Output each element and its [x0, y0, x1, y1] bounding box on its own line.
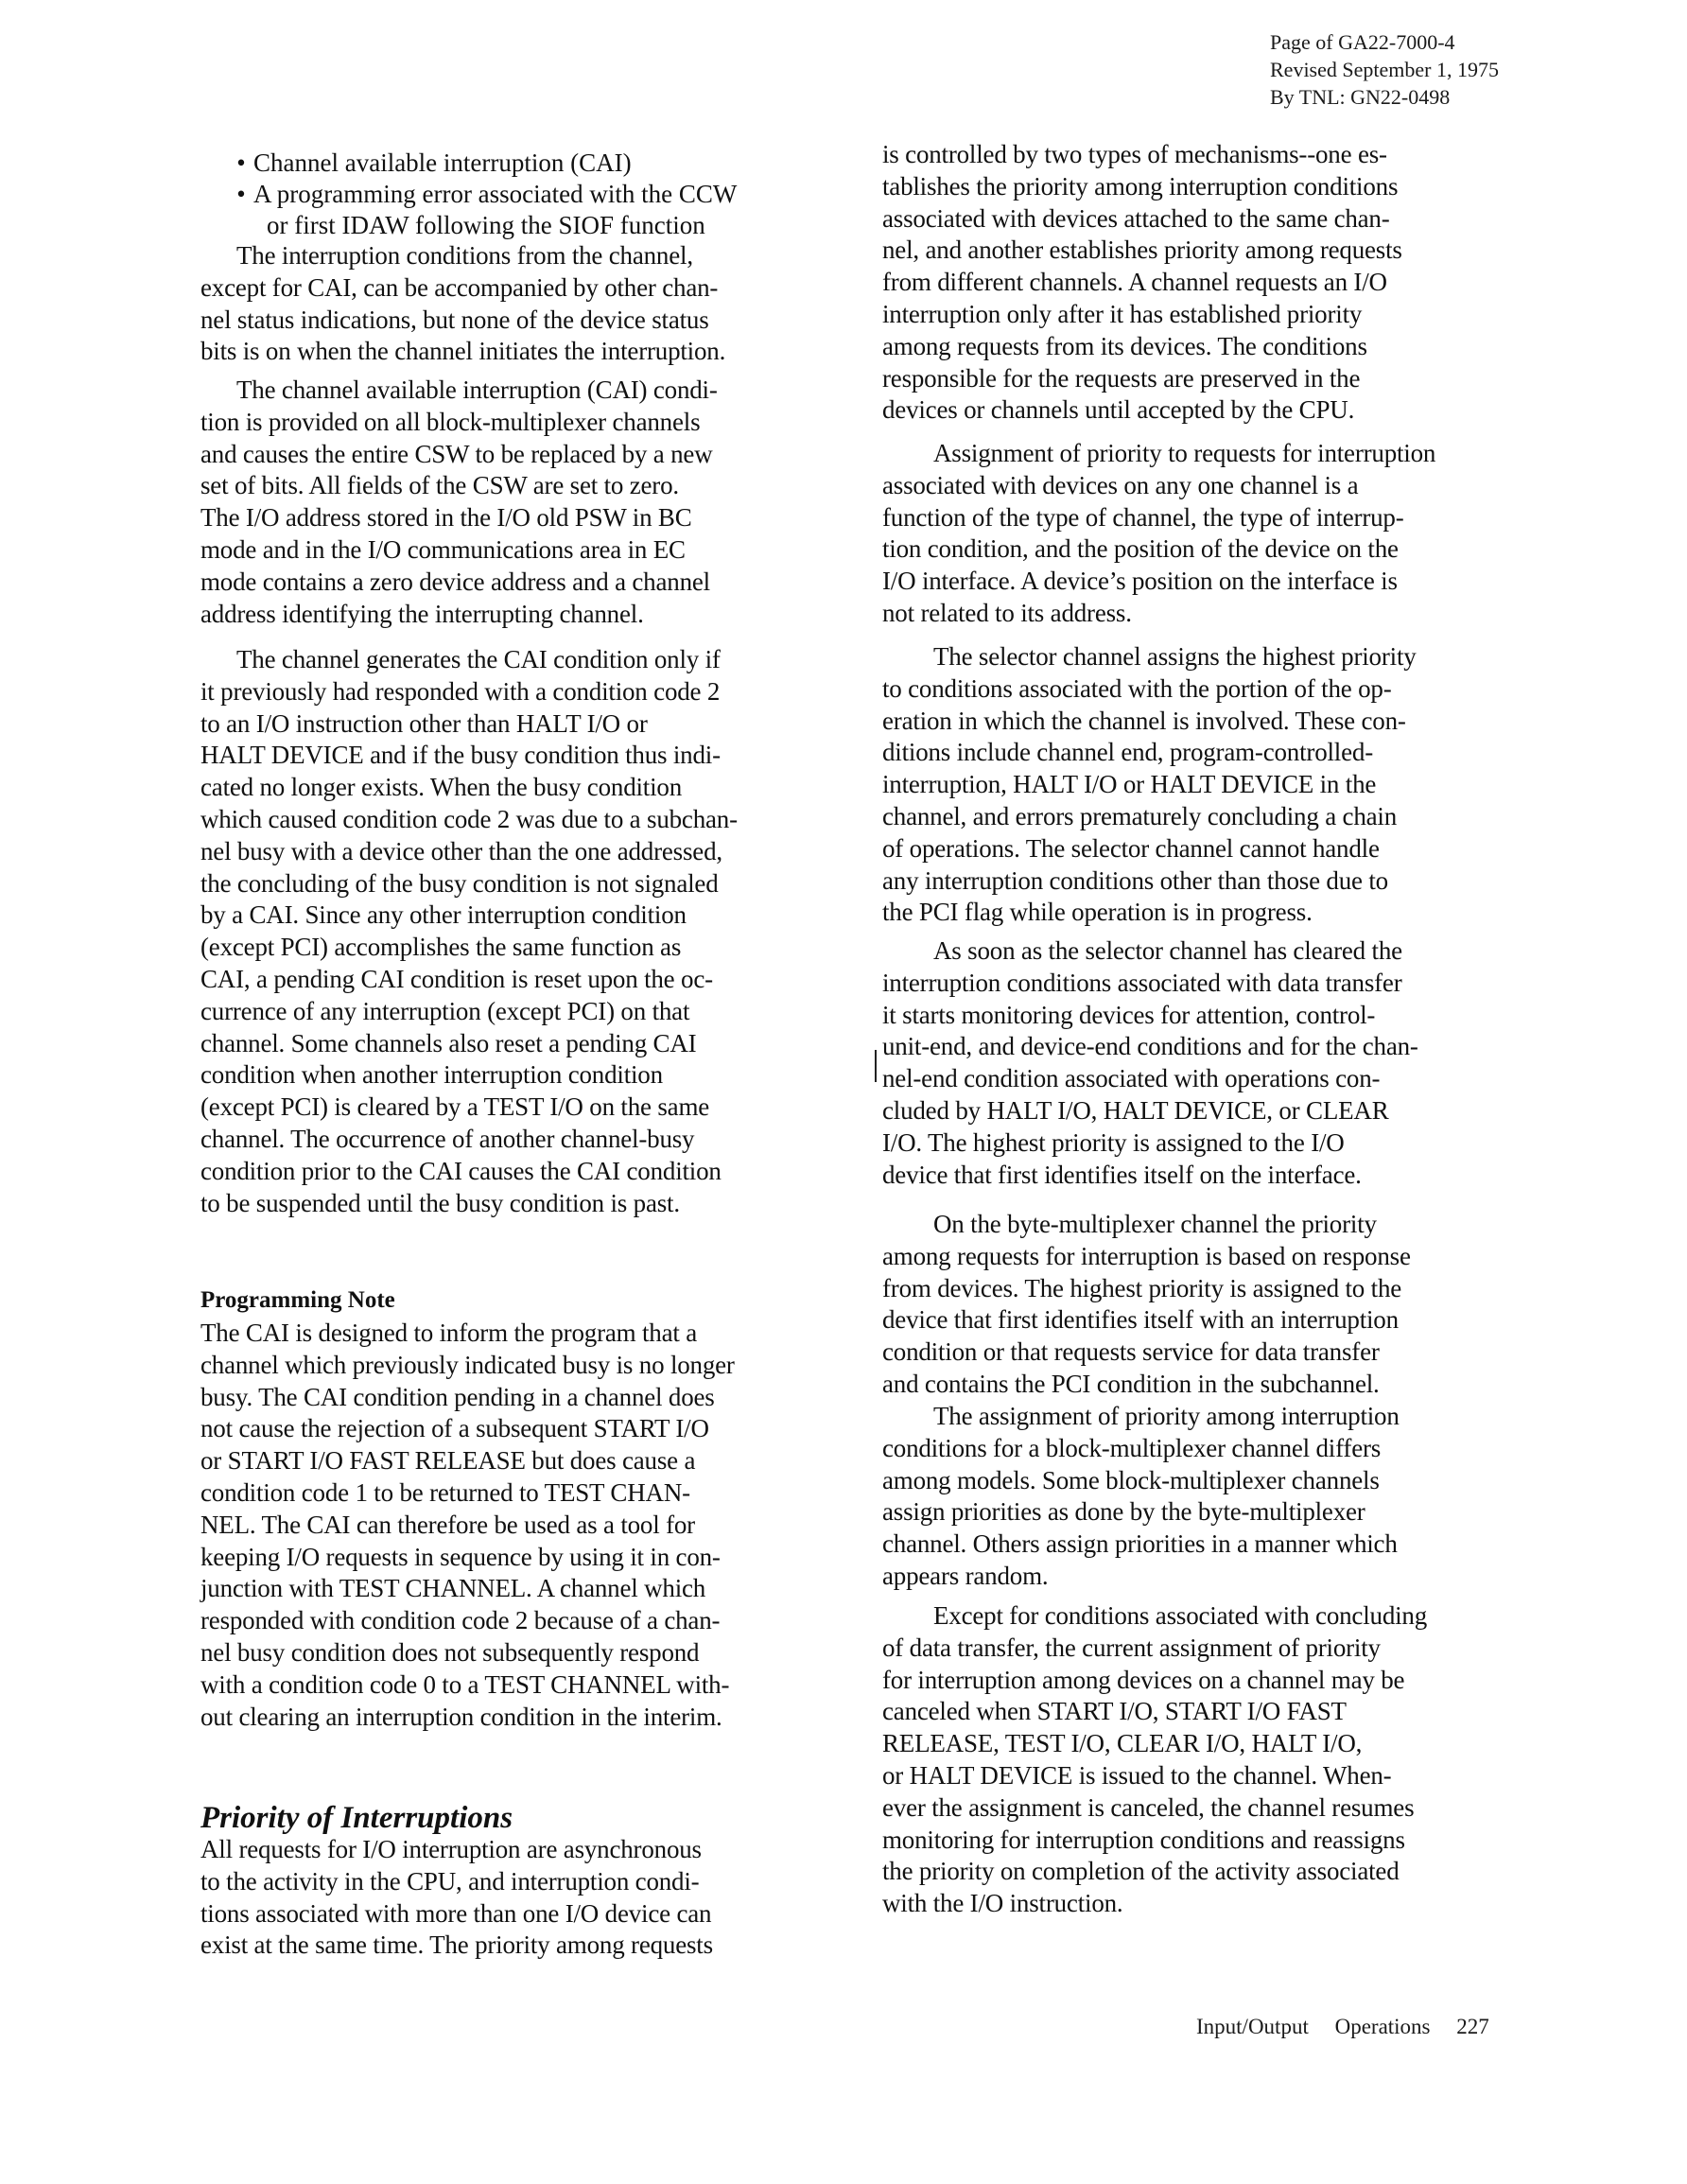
paragraph-line: bits is on when the channel initiates the interruption. — [200, 337, 726, 366]
paragraph-line: channel. The occurrence of another channel-busy — [200, 1125, 695, 1153]
paragraph-line: with the I/O instruction. — [882, 1889, 1123, 1918]
paragraph-line: device that first identifies itself with an interruption — [882, 1305, 1399, 1335]
footer-section-title-2: Operations — [1334, 2015, 1431, 2038]
paragraph-line: CAI, a pending CAI condition is reset upon the oc- — [200, 965, 713, 993]
paragraph-line: Except for conditions associated with concluding — [933, 1601, 1428, 1630]
paragraph-line: which caused condition code 2 was due to a subchan- — [200, 805, 738, 833]
paragraph-line: The I/O address stored in the I/O old PSW in BC — [200, 503, 692, 533]
paragraph-line: from devices. The highest priority is assigned to the — [882, 1273, 1402, 1302]
header-line-tnl: By TNL: GN22-0498 — [1270, 85, 1451, 109]
bullet-icon: • — [236, 179, 246, 208]
section-body-line: tions associated with more than one I/O device can — [200, 1898, 712, 1928]
paragraph-line: associated with devices attached to the same chan- — [882, 203, 1390, 233]
paragraph-line: canceled when START I/O, START I/O FAST — [882, 1697, 1347, 1726]
paragraph-line: or HALT DEVICE is issued to the channel. When- — [882, 1761, 1392, 1790]
bullet-text: Channel available interruption (CAI) — [253, 149, 632, 177]
programming-note-line: condition code 1 to be returned to TEST CHAN- — [200, 1478, 690, 1507]
paragraph-line: the priority on completion of the activity associated — [882, 1857, 1400, 1886]
paragraph-line: except for CAI, can be accompanied by other chan- — [200, 272, 719, 302]
page-footer — [1196, 2013, 1489, 2041]
header-line-revision-date: Revised September 1, 1975 — [1270, 58, 1499, 81]
paragraph-line: nel status indications, but none of the device status — [200, 305, 709, 334]
paragraph-line: appears random. — [882, 1562, 1049, 1590]
section-body-line: All requests for I/O interruption are asynchronous — [200, 1835, 702, 1863]
paragraph-line: eration in which the channel is involved. These con- — [882, 706, 1406, 735]
paragraph-line: among requests for interruption is based on response — [882, 1241, 1411, 1270]
paragraph-line: (except PCI) is cleared by a TEST I/O on the same — [200, 1092, 710, 1122]
paragraph-line: HALT DEVICE and if the busy condition thus indi- — [200, 741, 721, 770]
paragraph-line: among requests from its devices. The conditions — [882, 331, 1367, 360]
programming-note-line: The CAI is designed to inform the program that a — [200, 1319, 698, 1347]
paragraph-line: conditions for a block-multiplexer channel differs — [882, 1433, 1382, 1462]
paragraph-line: from different channels. A channel requests an I/O — [882, 268, 1387, 297]
paragraph-line: it starts monitoring devices for attention, control- — [882, 1000, 1376, 1029]
paragraph-line: device that first identifies itself on the interface. — [882, 1160, 1362, 1189]
section-body-line: to the activity in the CPU, and interruption condi- — [200, 1866, 700, 1896]
paragraph-line: set of bits. All fields of the CSW are set to zero. — [200, 471, 679, 500]
paragraph-line: (except PCI) accomplishes the same function as — [200, 933, 682, 962]
paragraph-line: assign priorities as done by the byte-multiplexer — [882, 1497, 1365, 1527]
paragraph-line: cated no longer exists. When the busy condition — [200, 773, 682, 802]
paragraph-line: it previously had responded with a condition code 2 — [200, 676, 721, 706]
bullet-text: or first IDAW following the SIOF function — [267, 210, 705, 239]
page-number: 227 — [1456, 2015, 1489, 2038]
programming-note-heading: Programming Note — [200, 1287, 395, 1313]
programming-note-line: or START I/O FAST RELEASE but does cause a — [200, 1446, 696, 1476]
programming-note-line: responded with condition code 2 because of a chan- — [200, 1606, 721, 1635]
programming-note-line: junction with TEST CHANNEL. A channel which — [200, 1574, 706, 1603]
section-body-line: exist at the same time. The priority among requests — [200, 1931, 713, 1960]
programming-note-line: channel which previously indicated busy is no longer — [200, 1350, 735, 1379]
footer-section-title-1: Input/Output — [1196, 2015, 1309, 2038]
paragraph-line: ever the assignment is canceled, the channel resumes — [882, 1792, 1415, 1822]
paragraph-line: The channel generates the CAI condition only if — [236, 645, 721, 673]
paragraph-line: I/O interface. A device’s position on the interface is — [882, 567, 1398, 596]
paragraph-line: cluded by HALT I/O, HALT DEVICE, or CLEAR — [882, 1096, 1389, 1125]
paragraph-line: The interruption conditions from the channel, — [236, 241, 693, 270]
paragraph-line: channel, and errors prematurely concluding a chain — [882, 802, 1398, 830]
section-heading-priority-of-interruptions: Priority of Interruptions — [200, 1801, 513, 1835]
paragraph-line: devices or channels until accepted by the CPU. — [882, 395, 1355, 425]
paragraph-line: nel, and another establishes priority among requests — [882, 236, 1402, 265]
paragraph-line: and causes the entire CSW to be replaced by a new — [200, 439, 713, 468]
paragraph-line: function of the type of channel, the type of interrup- — [882, 502, 1404, 532]
paragraph-line: to be suspended until the busy condition is past. — [200, 1188, 680, 1217]
programming-note-line: not cause the rejection of a subsequent START I/O — [200, 1414, 709, 1443]
paragraph-line: not related to its address. — [882, 599, 1132, 627]
paragraph-line: monitoring for interruption conditions and reassigns — [882, 1825, 1405, 1854]
paragraph-line: condition when another interruption condition — [200, 1060, 663, 1090]
bullet-text: A programming error associated with the CCW — [253, 179, 738, 208]
paragraph-line: As soon as the selector channel has cleared the — [933, 936, 1402, 965]
paragraph-line: mode and in the I/O communications area in EC — [200, 535, 686, 564]
paragraph-line: by a CAI. Since any other interruption condition — [200, 900, 687, 930]
programming-note-line: out clearing an interruption condition in the interim. — [200, 1702, 722, 1731]
paragraph-line: condition prior to the CAI causes the CAI condition — [200, 1156, 722, 1185]
programming-note-line: keeping I/O requests in sequence by using it in con- — [200, 1542, 721, 1571]
paragraph-line: tion is provided on all block-multiplexer channels — [200, 407, 701, 436]
paragraph-line: to an I/O instruction other than HALT I/O or — [200, 708, 648, 738]
paragraph-line: Assignment of priority to requests for interruption — [933, 439, 1436, 467]
paragraph-line: of data transfer, the current assignment of priority — [882, 1633, 1381, 1662]
paragraph-line: condition or that requests service for data transfer — [882, 1337, 1380, 1367]
paragraph-line: tablishes the priority among interruption conditions — [882, 171, 1399, 201]
paragraph-line: responsible for the requests are preserved in the — [882, 363, 1361, 393]
paragraph-line: mode contains a zero device address and a channel — [200, 567, 710, 596]
paragraph-line: the PCI flag while operation is in progress. — [882, 898, 1313, 927]
programming-note-line: with a condition code 0 to a TEST CHANNEL with- — [200, 1669, 730, 1699]
paragraph-line: On the byte-multiplexer channel the priority — [933, 1210, 1377, 1238]
paragraph-line: any interruption conditions other than those due to — [882, 865, 1388, 895]
paragraph-line: ditions include channel end, program-controlled- — [882, 738, 1373, 767]
programming-note-line: nel busy condition does not subsequently respond — [200, 1638, 700, 1667]
paragraph-line: tion condition, and the position of the device on the — [882, 534, 1399, 564]
programming-note-line: NEL. The CAI can therefore be used as a tool for — [200, 1510, 695, 1539]
paragraph-line: for interruption among devices on a channel may be — [882, 1665, 1405, 1694]
paragraph-line: of operations. The selector channel cannot handle — [882, 833, 1380, 863]
bullet-icon: • — [236, 149, 246, 177]
paragraph-line: among models. Some block-multiplexer channels — [882, 1465, 1380, 1494]
paragraph-line: The assignment of priority among interruption — [933, 1402, 1400, 1430]
paragraph-line: The channel available interruption (CAI) condi- — [236, 376, 718, 404]
paragraph-line: and contains the PCI condition in the subchannel. — [882, 1370, 1380, 1398]
programming-note-line: busy. The CAI condition pending in a channel does — [200, 1382, 715, 1411]
page-header — [1270, 28, 1499, 111]
paragraph-line: to conditions associated with the portion of the op- — [882, 673, 1392, 703]
paragraph-line: interruption conditions associated with data transfer — [882, 968, 1402, 997]
paragraph-line: nel-end condition associated with operations con- — [882, 1064, 1381, 1093]
paragraph-line: I/O. The highest priority is assigned to the I/O — [882, 1127, 1345, 1157]
paragraph-line: The selector channel assigns the highest priority — [933, 642, 1417, 671]
paragraph-line: is controlled by two types of mechanisms--one es- — [882, 140, 1387, 168]
header-line-document-id: Page of GA22-7000-4 — [1270, 30, 1455, 54]
paragraph-line: the concluding of the busy condition is not signaled — [200, 868, 719, 898]
paragraph-line: associated with devices on any one channel is a — [882, 470, 1359, 499]
paragraph-line: interruption, HALT I/O or HALT DEVICE in the — [882, 770, 1377, 799]
paragraph-line: nel busy with a device other than the one addressed, — [200, 836, 722, 865]
paragraph-line: RELEASE, TEST I/O, CLEAR I/O, HALT I/O, — [882, 1729, 1363, 1758]
paragraph-line: currence of any interruption (except PCI) on that — [200, 996, 690, 1025]
paragraph-line: address identifying the interrupting channel. — [200, 599, 644, 628]
revision-change-bar — [875, 1050, 877, 1082]
paragraph-line: channel. Others assign priorities in a manner which — [882, 1529, 1398, 1559]
paragraph-line: unit-end, and device-end conditions and for the chan- — [882, 1032, 1418, 1061]
paragraph-line: channel. Some channels also reset a pending CAI — [200, 1028, 697, 1057]
paragraph-line: interruption only after it has established priority — [882, 300, 1363, 328]
